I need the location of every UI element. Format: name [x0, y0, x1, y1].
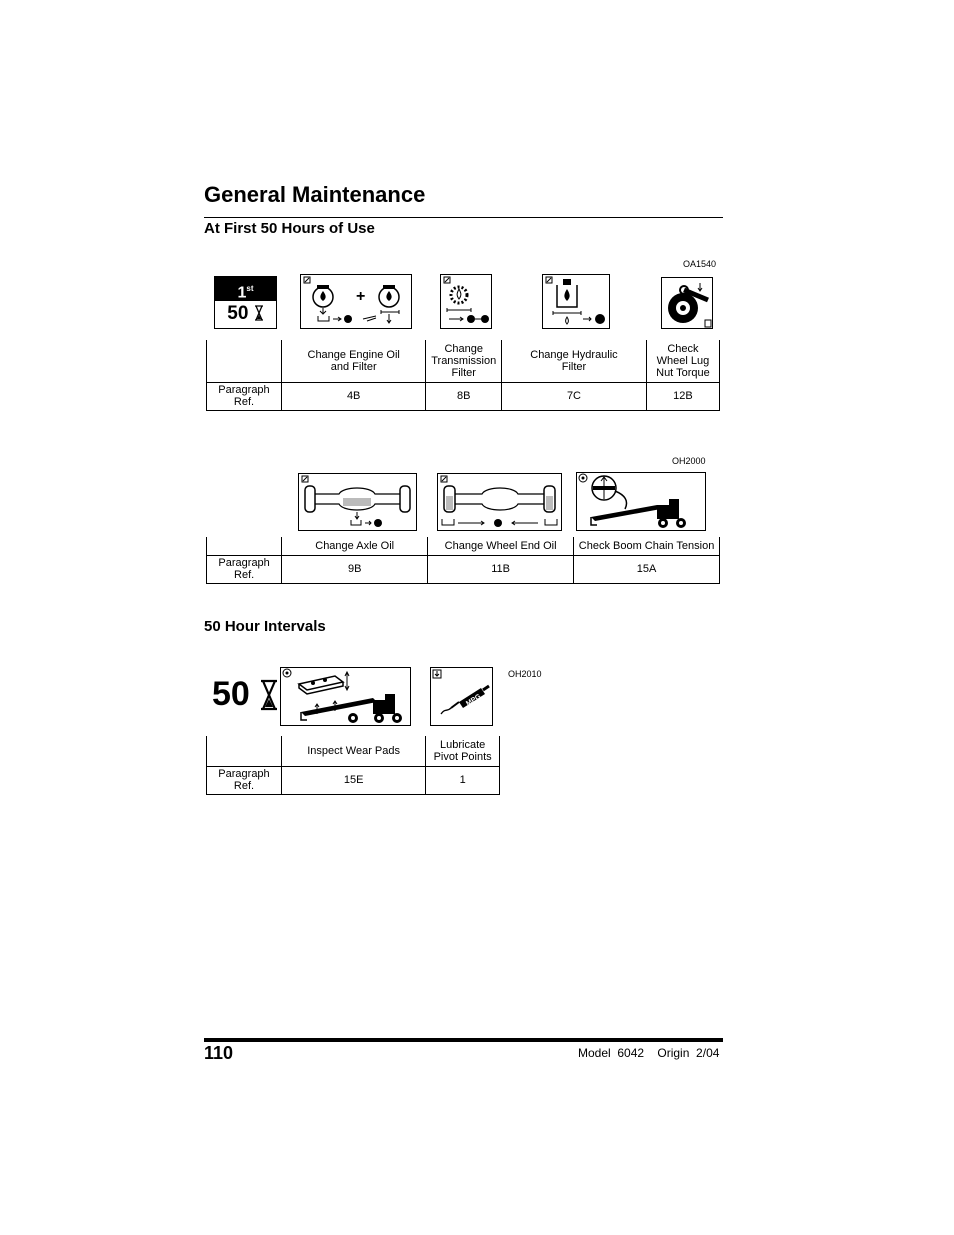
column-header: Check Wheel Lug Nut Torque [646, 340, 719, 382]
paragraph-ref: 7C [502, 382, 647, 410]
axle-oil-icon [298, 473, 417, 531]
column-header: Change Axle Oil [282, 537, 428, 555]
hourglass-icon [254, 305, 264, 321]
hourglass-icon [259, 679, 279, 711]
interval-hours: 50 [212, 675, 250, 713]
title-rule [204, 217, 723, 218]
svg-text:+: + [356, 288, 366, 305]
row-label: Paragraph Ref. [207, 766, 282, 794]
figure-code: OH2010 [508, 669, 542, 679]
paragraph-ref: 11B [428, 555, 574, 583]
50-hour-badge [212, 674, 279, 714]
column-header: Lubricate Pivot Points [426, 736, 500, 766]
paragraph-ref: 1 [426, 766, 500, 794]
figure-code: OH2000 [672, 456, 706, 466]
paragraph-ref: 12B [646, 382, 719, 410]
column-header: Change Transmission Filter [426, 340, 502, 382]
fifty-hour-table [206, 736, 500, 795]
footer-rule [204, 1038, 723, 1042]
paragraph-ref: 8B [426, 382, 502, 410]
column-header: Change Wheel End Oil [428, 537, 574, 555]
section-heading-50-hour: 50 Hour Intervals [204, 618, 326, 635]
figure-code: OA1540 [683, 259, 717, 269]
boom-chain-tension-icon [576, 472, 706, 531]
row-label: Paragraph Ref. [207, 382, 282, 410]
first-50-table-1 [206, 340, 720, 411]
column-header: Change Engine Oil and Filter [281, 340, 425, 382]
page-number: 110 [204, 1043, 234, 1063]
hydraulic-filter-icon [542, 274, 610, 329]
column-header: Check Boom Chain Tension [574, 537, 720, 555]
paragraph-ref: 15A [574, 555, 720, 583]
empty-corner-cell [207, 537, 282, 555]
column-header: Change Hydraulic Filter [502, 340, 647, 382]
section-heading-first-50: At First 50 Hours of Use [204, 220, 375, 237]
grease-label: MPG [465, 693, 483, 708]
empty-corner-cell [207, 736, 282, 766]
paragraph-ref: 9B [282, 555, 428, 583]
empty-corner-cell [207, 340, 282, 382]
grease-gun-icon [430, 667, 493, 726]
badge-ordinal: 1 [237, 284, 247, 302]
first-50-hours-badge [214, 276, 277, 329]
first-50-table-2 [206, 537, 720, 584]
row-label: Paragraph Ref. [207, 555, 282, 583]
paragraph-ref: 15E [281, 766, 425, 794]
badge-hours: 50 [227, 303, 249, 324]
model-origin-info: Model 6042 Origin 2/04 [578, 1046, 720, 1060]
wheel-end-oil-icon [437, 473, 562, 531]
wear-pads-icon [280, 667, 411, 726]
engine-oil-filter-icon [300, 274, 412, 329]
paragraph-ref: 4B [281, 382, 425, 410]
wheel-lug-torque-icon [661, 277, 713, 329]
column-header: Inspect Wear Pads [281, 736, 425, 766]
badge-suffix: st [246, 284, 254, 293]
page-title: General Maintenance [204, 182, 426, 207]
transmission-filter-icon [440, 274, 492, 329]
